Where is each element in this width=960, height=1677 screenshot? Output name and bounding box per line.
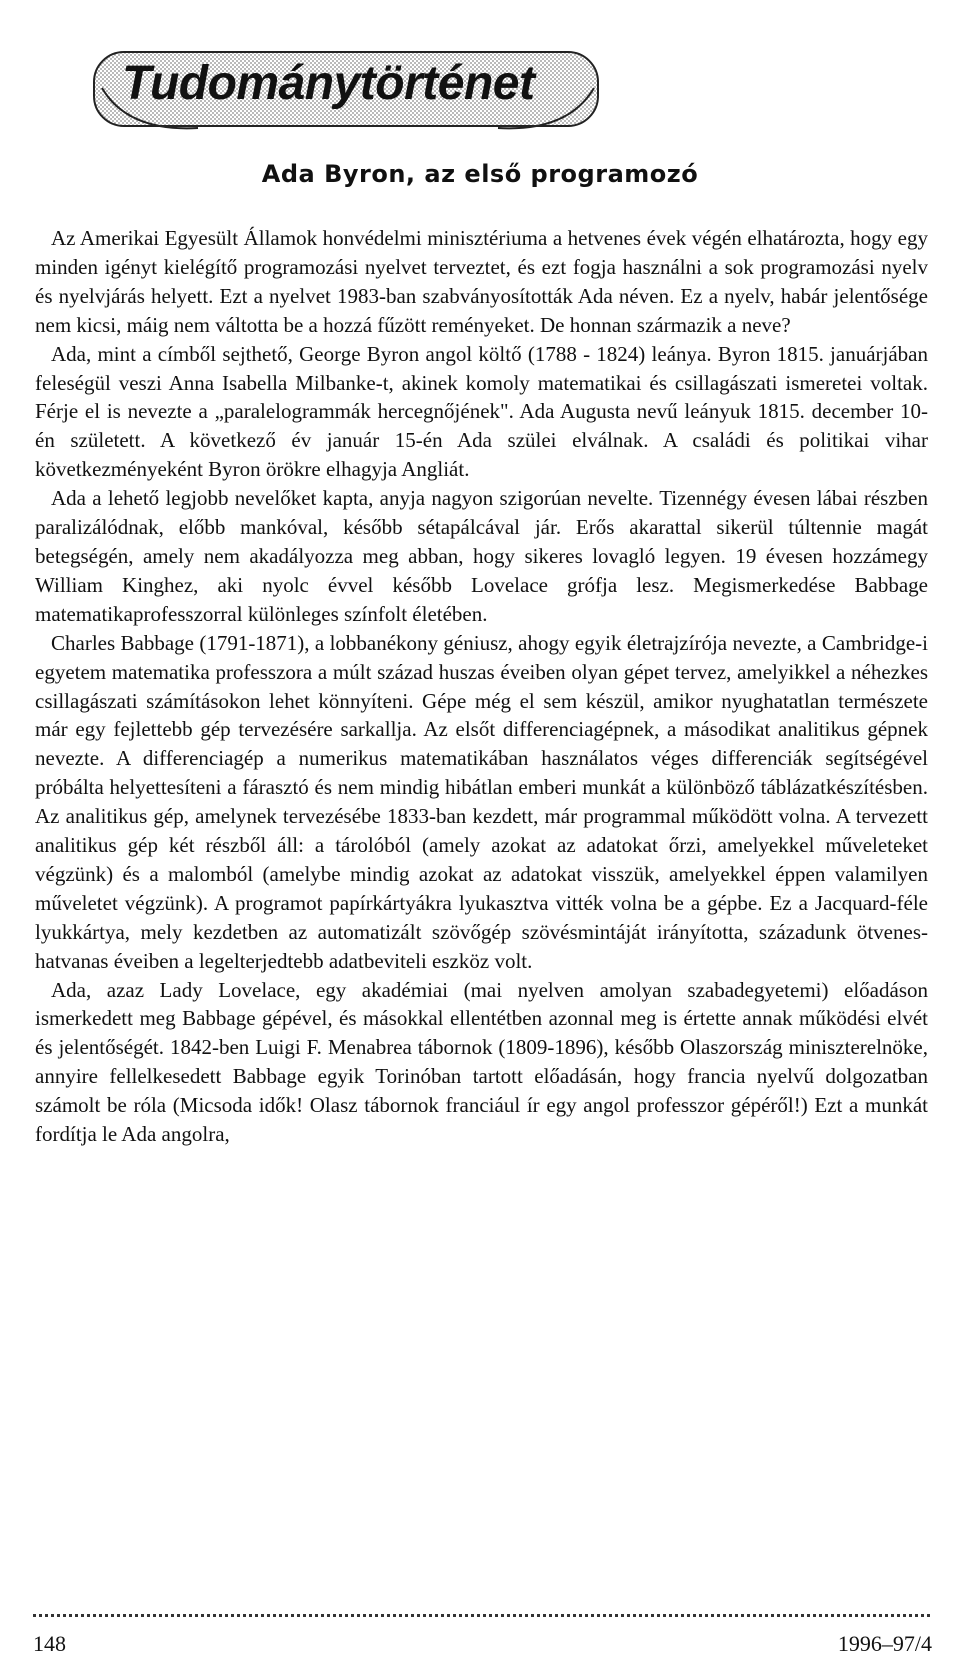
page-number: 148: [33, 1631, 66, 1656]
paragraph: Ada, azaz Lady Lovelace, egy akadémiai (mai nyelven amolyan szabadegyetemi) előadáson ismerkedett meg Babbage gépével, és másokkal ellentétben azonnal meg is értette annak működési elvét és jelentőségét. 1842-ben Luigi F. Menabrea tábornok (1809-1896), később Olaszország miniszterelnöke, annyire fellelkesedett Babbage egyik Torinóban tartott előadásán, hogy francia nyelvű dolgozatban számolt be róla (Micsoda idők! Olasz tábornok franciául ír egy angol professzor gépéről!) Ezt a munkát fordítja le Ada angolra,: [35, 977, 928, 1147]
article-title: Ada Byron, az első programozó: [261, 160, 699, 188]
issue-number: 1996–97/4: [837, 1631, 932, 1656]
paragraph: Ada, mint a címből sejthető, George Byron angol költő (1788 - 1824) leánya. Byron 1815. januárjában feleségül veszi Anna Isabella Milbanke-t, akinek komoly matematikai és csillagászati ismeretei voltak. Férje el is nevezte a „paralelogrammák hercegnőjének". Ada Augusta nevű leányuk 1815. december 10-én született. A következő év január 15-én Ada szülei elválnak. A családi és politikai vihar következményeként Byron örökre elhagyja Angliát.: [35, 341, 928, 482]
footer-divider: [33, 1614, 930, 1617]
paragraph: Az Amerikai Egyesült Államok honvédelmi minisztériuma a hetvenes évek végén elhatározta, hogy egy minden igényt kielégítő programozási nyelvet terveztet, és ezt fogja használni a sok programozási nyelv és nyelvjárás helyett. Ezt a nyelvet 1983-ban szabványosították Ada néven. Ez a nyelv, habár jelentősége nem kicsi, máig nem váltotta be a hozzá fűzött reményeket. De honnan származik a neve?: [35, 226, 928, 337]
paragraph: Charles Babbage (1791-1871), a lobbanékony géniusz, ahogy egyik életrajzírója nevezte, a Cambridge-i egyetem matematika professzora a múlt század huszas éveiben olyan gépet tervez, amelyikkel a néhezkes csillagászati számításokon lehet könnyíteni. Gépe még el sem készül, amikor nyughatatlan természete már egy fejlettebb gép tervezésére sarkallja. Az elsőt differenciagépnek, a másodikat analitikus gépnek nevezte. A differenciagép a numerikus matematikában használatos véges differenciák segítségével próbálta helyettesíteni a fárasztó és nem mindig hibátlan emberi munkát a különböző táblázatkészítésben. Az analitikus gép, amelynek tervezésébe 1833-ban kezdett, már programmal működött volna. A tervezett analitikus gép két részből áll: a tárolóból (amely azokat az adatokat őrzi, amelyekkel műveleteket végzünk) és a malomból (amelybe mindig azokat az adatokat visszük, amelyekkel éppen valamilyen műveletet végzünk). A programot papírkártyákra lyukasztva vitték volna be a gépbe. Ez a Jacquard-féle lyukkártya, mely kezdetben az automatizált szövőgép szövésmintáját irányította, századunk ötvenes-hatvanas éveiben a legelterjedtebb adatbeviteli eszköz volt.: [35, 630, 928, 973]
article-body: [35, 224, 928, 1149]
section-banner: [88, 48, 608, 134]
paragraph: Ada a lehető legjobb nevelőket kapta, anyja nagyon szigorúan nevelte. Tizennégy évesen lábai részben paralizálódnak, előbb mankóval, később sétapálcával jár. Erős akarattal sikerül túltennie magát betegségén, amely nem akadályozza meg abban, hogy sikeres lovagló legyen. 19 évesen hozzámegy William Kinghez, aki nyolc évvel később Lovelace grófja lesz. Megismerkedése Babbage matematikaprofesszorral különleges színfolt életében.: [35, 486, 928, 626]
section-title: Tudománytörténet: [122, 57, 535, 110]
